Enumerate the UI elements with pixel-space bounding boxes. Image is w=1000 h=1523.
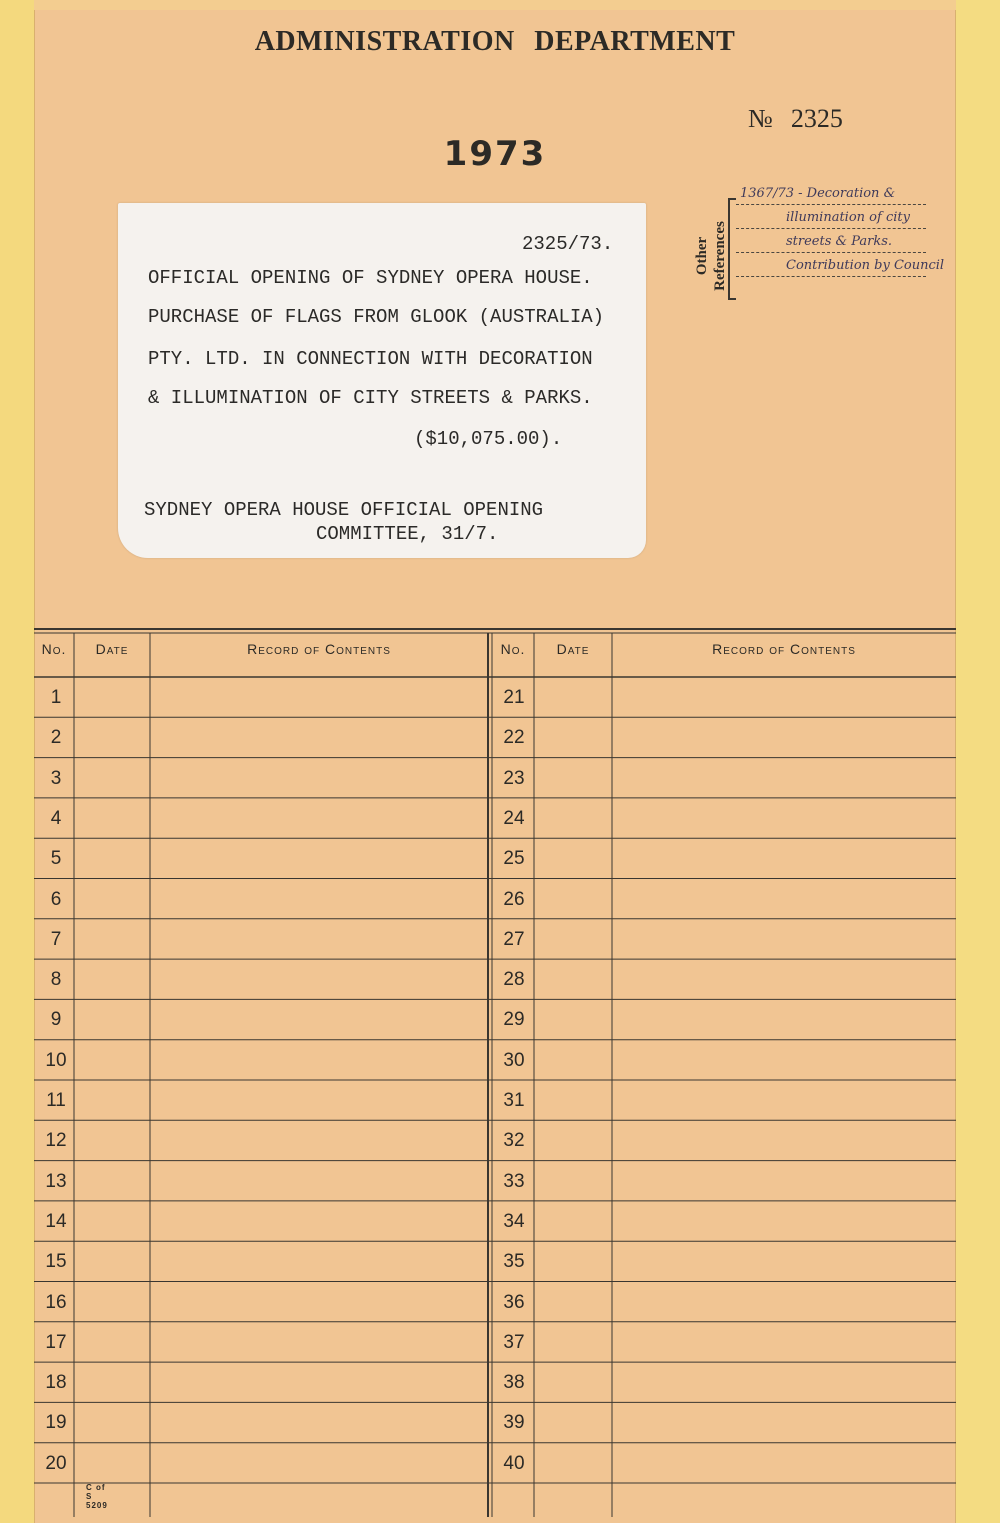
reference-line	[736, 204, 926, 205]
ledger-row-number: 13	[45, 1170, 67, 1192]
ledger-row-number: 39	[503, 1412, 525, 1434]
ledger-row-number: 31	[503, 1090, 525, 1111]
ledger-row-number: 6	[50, 888, 62, 910]
ledger-row-number: 29	[503, 1009, 525, 1031]
ledger-row-number: 35	[503, 1251, 525, 1273]
committee-line: SYDNEY OPERA HOUSE OFFICIAL OPENING	[144, 499, 544, 521]
ledger-row-number: 19	[45, 1412, 67, 1434]
reference-handwritten: streets & Parks.	[786, 234, 893, 249]
ledger-row-number: 9	[50, 1009, 62, 1031]
ledger-row-number: 18	[45, 1372, 67, 1394]
column-header-record: Record of Contents	[712, 641, 856, 657]
folder-edge-left	[0, 0, 35, 1523]
ledger-row-number: 14	[45, 1210, 67, 1232]
department-title: ADMINISTRATION DEPARTMENT	[254, 26, 736, 57]
ledger-row-number: 12	[45, 1130, 67, 1152]
reference-line	[736, 276, 926, 277]
file-label-line: PURCHASE OF FLAGS FROM GLOOK (AUSTRALIA)	[148, 306, 605, 328]
column-header-no: No.	[41, 641, 67, 657]
ledger-row-number: 40	[503, 1452, 525, 1474]
ledger-row-number: 33	[503, 1170, 525, 1192]
ledger-row-number: 30	[503, 1049, 525, 1071]
ledger-row-number: 21	[503, 687, 525, 708]
file-number	[748, 104, 843, 134]
committee-line: COMMITTEE, 31/7.	[316, 523, 499, 545]
ledger-row-number: 25	[503, 848, 525, 870]
file-number-value: 2325	[790, 104, 843, 133]
ledger-row-number: 2	[50, 727, 62, 749]
ledger-row-number: 34	[503, 1210, 525, 1232]
ledger-row-number: 23	[503, 767, 525, 789]
column-header-date: Date	[95, 641, 129, 657]
file-year: 1973	[443, 134, 547, 174]
ledger-row-number: 5	[50, 848, 62, 870]
reference-handwritten: illumination of city	[786, 210, 910, 225]
file-reference: 2325/73.	[522, 233, 614, 255]
column-header-date: Date	[556, 641, 590, 657]
references-bracket	[728, 198, 736, 300]
ledger-row-number: 7	[50, 928, 62, 950]
file-amount: ($10,075.00).	[414, 428, 563, 450]
ledger-row-number: 24	[503, 807, 525, 829]
ledger-row-number: 8	[50, 969, 62, 991]
other-references	[682, 186, 952, 302]
file-label-card	[118, 203, 646, 558]
ledger-row-number: 16	[45, 1291, 67, 1313]
file-label-line: OFFICIAL OPENING OF SYDNEY OPERA HOUSE.	[148, 267, 593, 289]
ledger-row-number: 28	[503, 969, 525, 991]
ledger-row-number: 32	[503, 1130, 525, 1152]
column-header-record: Record of Contents	[247, 641, 391, 657]
ledger-row-number: 3	[50, 767, 62, 789]
reference-line	[736, 228, 926, 229]
ledger-row-number: 4	[50, 807, 62, 829]
ledger-row-number: 20	[45, 1452, 67, 1474]
column-header-no: No.	[500, 641, 526, 657]
file-label-line: PTY. LTD. IN CONNECTION WITH DECORATION	[148, 348, 593, 370]
ledger-row-number: 11	[46, 1090, 66, 1111]
ledger-row-number: 17	[45, 1331, 67, 1353]
ledger-row-number: 36	[503, 1291, 525, 1313]
folder-edge-top	[34, 0, 956, 10]
ledger-row-number: 10	[45, 1049, 67, 1071]
file-label-line: & ILLUMINATION OF CITY STREETS & PARKS.	[148, 387, 593, 409]
ledger-row-number: 38	[503, 1372, 525, 1394]
ledger-row-number: 1	[50, 687, 62, 708]
ledger-row-number: 37	[503, 1331, 525, 1353]
other-references-label: Other References	[694, 221, 728, 291]
reference-handwritten: Contribution by Council	[786, 258, 945, 273]
ledger-row-number: 22	[503, 727, 525, 749]
ledger-row-number: 27	[503, 928, 525, 950]
ledger-row-number: 15	[45, 1251, 67, 1273]
ledger-row-number: 26	[503, 888, 525, 910]
form-code: C of S 5209	[86, 1483, 108, 1510]
reference-handwritten: 1367/73 - Decoration &	[740, 186, 896, 201]
file-number-label: №	[748, 104, 773, 133]
reference-line	[736, 252, 926, 253]
